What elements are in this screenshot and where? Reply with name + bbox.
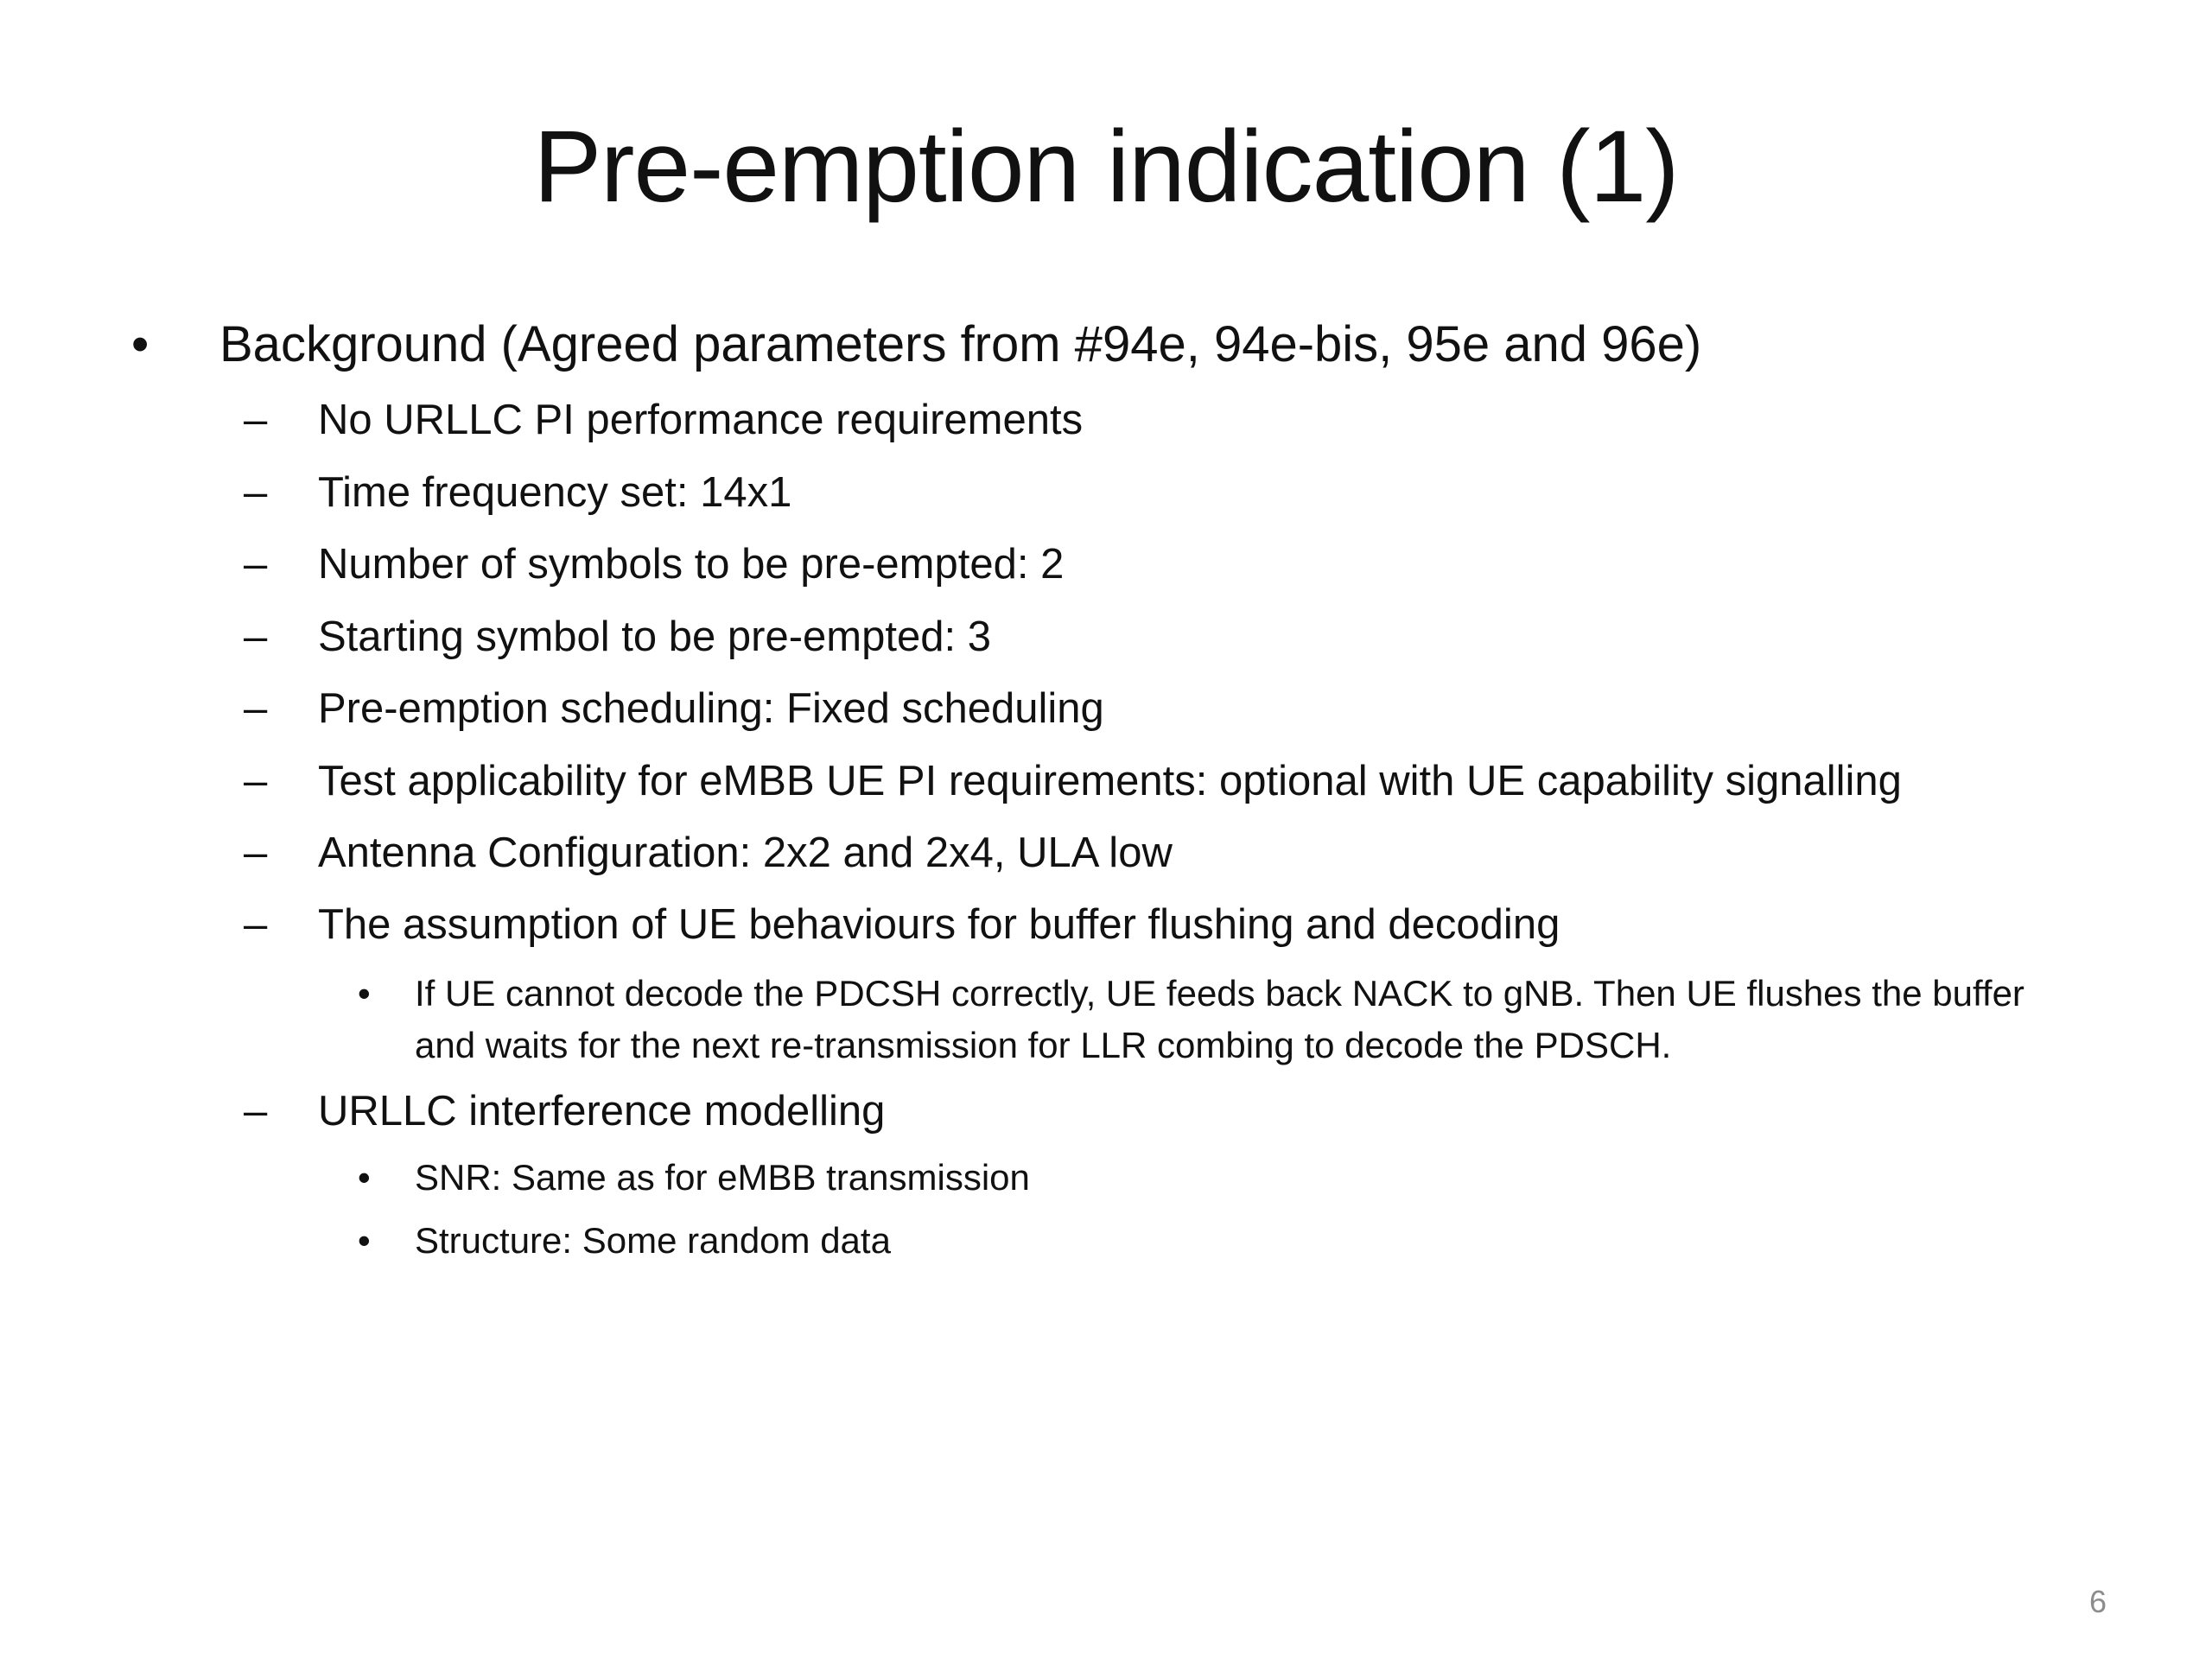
dash-marker: –: [244, 397, 268, 443]
page-number: 6: [2088, 1584, 2107, 1619]
sub-bullet-text: Antenna Configuration: 2x2 and 2x4, ULA low: [318, 830, 1173, 876]
dash-marker: –: [244, 901, 268, 948]
sub-bullet-text: Number of symbols to be pre-empted: 2: [318, 541, 1065, 588]
dash-marker: –: [244, 830, 268, 876]
sub-bullet-text: The assumption of UE behaviours for buffer flushing and decoding: [318, 901, 1560, 948]
sub-sub-bullet-text: SNR: Same as for eMBB transmission: [415, 1157, 1030, 1198]
bullet-marker: •: [358, 1157, 371, 1198]
bullet-marker: •: [131, 316, 149, 372]
dash-marker: –: [244, 685, 268, 732]
bullet-marker: •: [358, 1220, 371, 1261]
dash-marker: –: [244, 541, 268, 588]
dash-marker: –: [244, 613, 268, 660]
dash-marker: –: [244, 469, 268, 516]
sub-bullet-text: Time frequency set: 14x1: [318, 469, 792, 516]
sub-sub-bullet-text: If UE cannot decode the PDCSH correctly, UE feeds back NACK to gNB. Then UE flushes the buffer and waits for the next re-transmission for LLR combing to decode the PDSCH.: [415, 973, 2024, 1065]
dash-marker: –: [244, 1088, 268, 1135]
sub-sub-bullet-text: Structure: Some random data: [415, 1220, 891, 1261]
sub-bullet-text: Pre-emption scheduling: Fixed scheduling: [318, 685, 1104, 732]
sub-bullet-text: Starting symbol to be pre-empted: 3: [318, 613, 991, 660]
sub-bullet-text: Test applicability for eMBB UE PI requirements: optional with UE capability signalling: [318, 758, 1902, 804]
dash-marker: –: [244, 758, 268, 804]
sub-bullet-text: URLLC interference modelling: [318, 1088, 886, 1135]
bullet-marker: •: [358, 973, 371, 1014]
bullet-background-text: Background (Agreed parameters from #94e, 94e-bis, 95e and 96e): [219, 316, 1702, 372]
sub-bullet-text: No URLLC PI performance requirements: [318, 397, 1084, 443]
slide-title: Pre-emption indication (1): [533, 110, 1679, 224]
